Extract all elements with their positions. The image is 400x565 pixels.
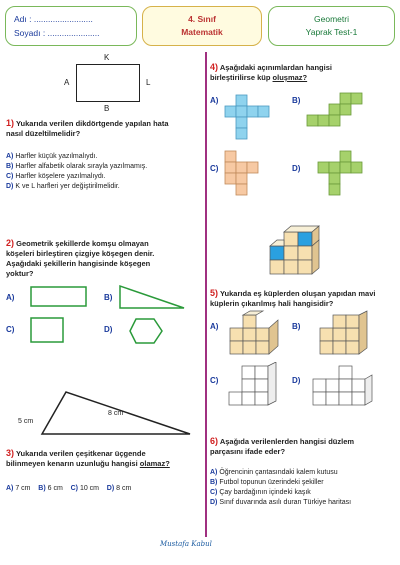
q6-options [210,468,398,508]
q3-number: 3) [6,448,15,458]
subject-label: Matematik [181,27,223,37]
q3-option-c[interactable]: C) 10 cm [70,485,99,492]
name-field: Adı : ......................... [14,14,93,24]
q2-number: 2) [6,238,15,248]
question-1 [6,118,202,139]
rectangle-figure [76,64,140,102]
name-box [5,6,137,46]
test-label: Yaprak Test-1 [305,27,358,37]
q2-label-c[interactable]: C) [6,325,15,334]
q1-options [6,152,202,192]
topic-box [268,6,395,46]
q5-option-d-figure [310,362,380,416]
q5-option-a-figure [226,310,292,360]
q5-label-b[interactable]: B) [292,322,301,331]
q1-option-c[interactable]: C) Harfler köşelere yazılmalıydı. [6,173,106,180]
q1-option-b[interactable]: B) Harfler alfabetik olarak sırayla yazılmamış. [6,163,148,170]
q1-text-1: Yukarıda verilen dikdörtgende yapılan hata [15,119,169,128]
q3-option-d[interactable]: D) 8 cm [106,485,132,492]
q4-net-b [304,92,374,142]
q4-net-d [304,150,374,198]
surname-field: Soyadı : ...................... [14,28,100,38]
q6-option-d[interactable]: D) Sınıf duvarında asılı duran Türkiye haritası [210,499,352,506]
question-5: 5) Yukarıda eş küplerden oluşan yapıdan mavi küplerin çıkarılmış hali hangisidir? [210,288,376,308]
q2-shape-b-triangle [118,284,188,310]
q5-option-b-figure [310,310,376,360]
grade-label: 4. Sınıf [188,14,216,24]
q2-label-a[interactable]: A) [6,293,15,302]
question-2: 2) Geometrik şekillerde komşu olmayan köşeleri birleştiren çizgiye köşegen denir. Aşağıdaki şekillerin hangisinde köşegen yoktur? [6,238,155,278]
q4-label-b[interactable]: B) [292,96,301,105]
q5-number: 5) [210,288,219,298]
q2-shape-c-square [30,317,70,345]
grade-box [142,6,262,46]
q6-number: 6) [210,436,219,446]
q1-option-d[interactable]: D) K ve L harfleri yer değiştirilmelidir. [6,183,120,190]
q2-label-d[interactable]: D) [104,325,113,334]
q1-option-a[interactable]: A) Harfler küçük yazılmalıydı. [6,153,98,160]
q3-options [6,484,202,494]
q6-option-b[interactable]: B) Futbol topunun üzerindeki şekiller [210,479,324,486]
rect-label-bottom: B [104,104,110,113]
q2-shape-a-rectangle [30,286,90,308]
rect-label-right: L [146,78,151,87]
cube-structure-figure [262,218,332,280]
q5-label-a[interactable]: A) [210,322,219,331]
q6-option-c[interactable]: C) Çay bardağının içindeki kaşık [210,489,311,496]
q5-label-c[interactable]: C) [210,376,219,385]
question-4: 4) Aşağıdaki açınımlardan hangisi birleştirilirse küp oluşmaz? [210,62,332,82]
q5-label-d[interactable]: D) [292,376,301,385]
question-3: 3) Yukarıda verilen çeşitkenar üçgende bilinmeyen kenarın uzunluğu hangisi olamaz? [6,448,170,468]
rect-label-left: A [64,78,70,87]
q2-shape-d-hexagon [128,317,164,345]
column-divider [205,52,207,537]
q4-net-a [222,94,282,142]
q4-label-c[interactable]: C) [210,164,219,173]
q3-option-a[interactable]: A) 7 cm [6,485,31,492]
q1-number: 1) [6,118,15,128]
author-signature: Mustafa Kabul [160,540,212,548]
topic-label: Geometri [314,14,349,24]
q5-option-c-figure [226,362,292,416]
rect-label-top: K [104,53,110,62]
q3-option-b[interactable]: B) 6 cm [38,485,63,492]
question-6: 6) Aşağıda verilenlerden hangisi düzlem parçasını ifade eder? [210,436,355,456]
q2-label-b[interactable]: B) [104,293,113,302]
q6-option-a[interactable]: A) Öğrencinin çantasındaki kalem kutusu [210,469,338,476]
q1-text-2: nasıl düzeltilmelidir? [6,129,81,138]
q4-number: 4) [210,62,219,72]
triangle-side-2: 8 cm [108,410,124,417]
triangle-side-1: 5 cm [18,418,34,425]
q4-net-c [222,150,282,198]
q4-label-a[interactable]: A) [210,96,219,105]
q4-label-d[interactable]: D) [292,164,301,173]
